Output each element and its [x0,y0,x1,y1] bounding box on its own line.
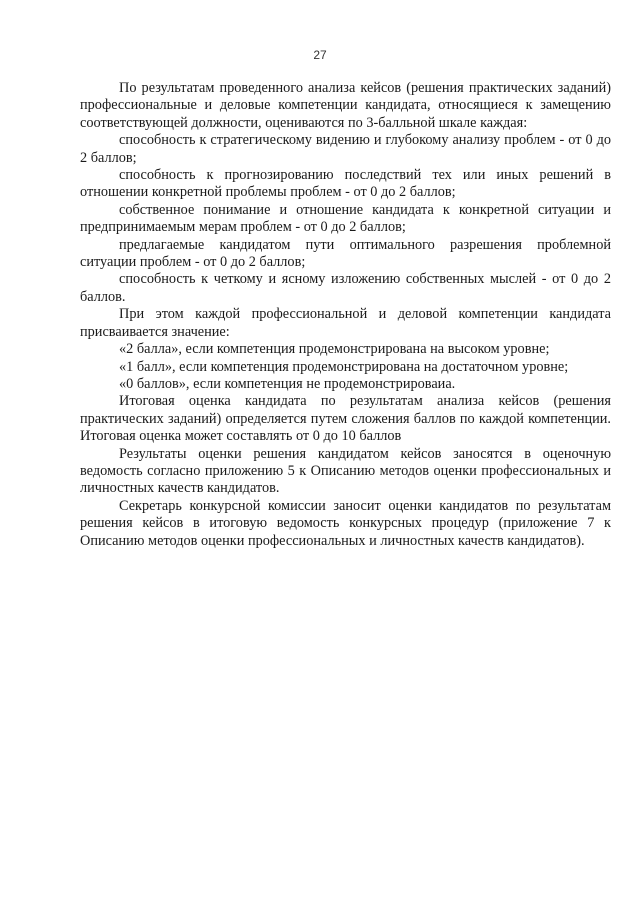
paragraph-total-score: Итоговая оценка кандидата по результатам анализа кейсов (решения практических заданий) определяется путем сложения баллов по каждой компетенции. Итоговая оценка может составлять от 0 до 10 баллов [80,393,611,445]
page-number: 27 [313,48,327,62]
criterion-clear-expression: способность к четкому и ясному изложению собственных мыслей - от 0 до 2 баллов. [80,271,611,305]
score-two-points: «2 балла», если компетенция продемонстрирована на высоком уровне; [119,341,550,358]
paragraph-results-recording: Результаты оценки решения кандидатом кейсов заносятся в оценочную ведомость согласно приложению 5 к Описанию методов оценки профессиональных и личностных качеств кандидатов. [80,445,611,497]
score-zero-points: «0 баллов», если компетенция не продемонстрироваиа. [119,375,456,392]
criterion-resolution-paths: предлагаемые кандидатом пути оптимального разрешения проблемной ситуации проблем - от 0 до 2 баллов; [80,236,611,271]
paragraph-value-assignment: При этом каждой профессиональной и деловой компетенции кандидата присваивается значение: [80,306,611,340]
paragraph-secretary-duties: Секретарь конкурсной комиссии заносит оценки кандидатов по результатам решения кейсов в итоговую ведомость конкурсных процедур (приложение 7 к Описанию методов оценки профессиональных и личностных качеств кандидатов). [80,497,611,549]
criterion-own-understanding: собственное понимание и отношение кандидата к конкретной ситуации и предпринимаемым мерам проблем - от 0 до 2 баллов; [80,201,611,236]
criterion-forecasting: способность к прогнозированию последствий тех или иных решений в отношении конкретной проблемы проблем - от 0 до 2 баллов; [80,167,611,201]
score-one-point: «1 балл», если компетенция продемонстрирована на достаточном уровне; [119,358,569,375]
criterion-strategic-vision: способность к стратегическому видению и глубокому анализу проблем - от 0 до 2 баллов; [80,132,611,166]
paragraph-evaluation-intro: По результатам проведенного анализа кейсов (решения практических заданий) профессиональные и деловые компетенции кандидата, относящиеся к замещению соответствующей должности, оцениваются по 3-балльной шкале каждая: [80,80,611,131]
document-body [80,80,611,550]
